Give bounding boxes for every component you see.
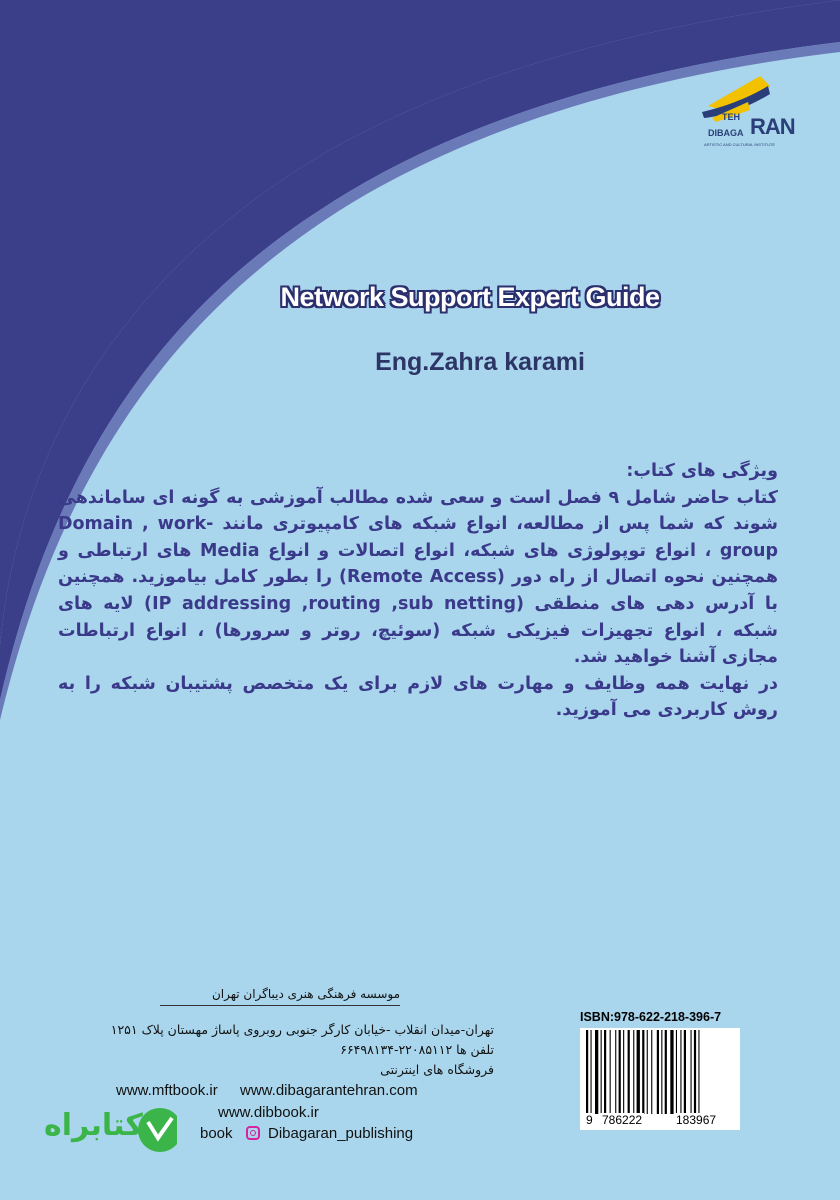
barcode-bar — [623, 1030, 624, 1114]
barcode-bar — [661, 1030, 662, 1114]
ketabrah-watermark: کتابراه — [44, 1108, 143, 1143]
barcode-bar — [601, 1030, 602, 1114]
barcode-bar — [633, 1030, 634, 1114]
description-body: کتاب حاضر شامل ۹ فصل است و سعی شده مطالب آموزشی به گونه ای ساماندهی شوند که شما پس از مطالعه، انواع شبکه های کامپیوتری مانند Domain , work-group ، انواع توپولوژی های شبکه، انواع اتصالات و انواع Media های ارتباطی و همچنین نحوه اتصال از راه دور (Remote Access) را بطور کامل بیاموزید. همچنین با آدرس دهی های منطقی (IP addressing ,routing ,sub netting) لایه های شبکه ، انواع تجهیزات فیزیکی شبکه (سوئیچ، روتر و سرورها) ، انواع ارتباطات مجازی آشنا خواهید شد. — [58, 487, 778, 668]
logo-teh: TEH — [722, 112, 740, 122]
barcode-bar — [665, 1030, 667, 1114]
logo-dibaga: DIBAGA — [708, 128, 744, 138]
logo-ran: RAN — [750, 114, 795, 139]
website-dibagarantehran-link[interactable]: www.dibagarantehran.com — [240, 1082, 418, 1099]
instagram-icon — [246, 1126, 260, 1140]
barcode-bar — [680, 1030, 681, 1114]
barcode-group-right: 183967 — [676, 1113, 717, 1127]
barcode-bar — [684, 1030, 686, 1114]
barcode-bar — [691, 1030, 692, 1114]
barcode-bar — [637, 1030, 640, 1114]
publisher-address: تهران-میدان انقلاب -خیابان کارگر جنوبی روبروی پاساژ مهستان پلاک ۱۲۵۱ — [110, 1022, 494, 1037]
barcode-bar — [586, 1030, 588, 1114]
barcode-group-left: 786222 — [602, 1113, 643, 1127]
book-author: Eng.Zahra karami — [375, 348, 585, 376]
barcode-bar — [610, 1030, 611, 1114]
description-body-conclusion: در نهایت همه وظایف و مهارت های لازم برای یک متخصص پشتیبان شبکه را به روش کاربردی می آموزید. — [58, 673, 778, 721]
website-dibbook-link[interactable]: www.dibbook.ir — [218, 1104, 319, 1121]
barcode-bar — [647, 1030, 648, 1114]
barcode-bar — [619, 1030, 621, 1114]
book-description — [58, 458, 778, 724]
online-stores-label: فروشگاه های اینترنتی — [380, 1062, 494, 1077]
publisher-phone: تلفن ها ۲۲۰۸۵۱۱۲-۶۶۴۹۸۱۳۴ — [340, 1042, 494, 1057]
barcode-bar — [604, 1030, 606, 1114]
isbn-label: ISBN:978-622-218-396-7 — [580, 1010, 722, 1024]
description-heading: ویژگی های کتاب: — [626, 461, 778, 481]
barcode-bar — [676, 1030, 677, 1114]
barcode-digit-first: 9 — [586, 1113, 593, 1127]
barcode-bar — [694, 1030, 696, 1114]
instagram-handle[interactable]: Dibagaran_publishing — [268, 1125, 414, 1142]
barcode-bar — [615, 1030, 616, 1114]
barcode-bar — [657, 1030, 659, 1114]
book-title: Network Support Expert Guide — [280, 282, 660, 312]
barcode-bar — [698, 1030, 699, 1114]
barcode-bar — [628, 1030, 630, 1114]
publisher-name: موسسه فرهنگی هنری دیباگران تهران — [160, 987, 400, 1006]
barcode-bar — [670, 1030, 673, 1114]
barcode-bar — [591, 1030, 592, 1114]
barcode-bar — [642, 1030, 644, 1114]
logo-subtitle: ARTISTIC AND CULTURAL INSTITUTE — [704, 142, 776, 147]
facebook-handle[interactable]: book — [200, 1125, 233, 1142]
website-mftbook-link[interactable]: www.mftbook.ir — [116, 1082, 218, 1099]
barcode-bar — [651, 1030, 652, 1114]
publisher-logo-icon — [690, 72, 800, 152]
barcode-bar — [595, 1030, 598, 1114]
